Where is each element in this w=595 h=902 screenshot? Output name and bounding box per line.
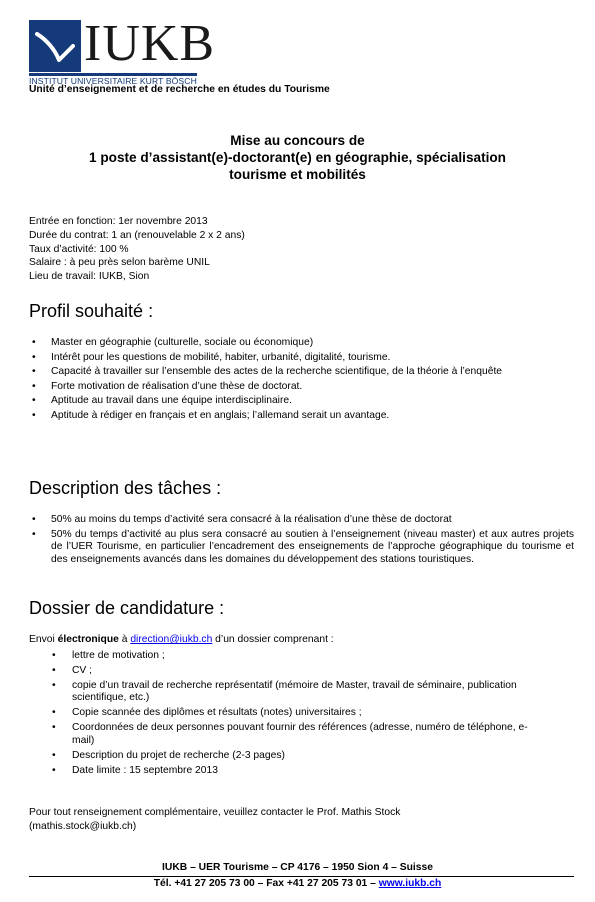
- fact-activity-rate: Taux d’activité: 100 %: [29, 243, 129, 255]
- footer-contact: [0, 877, 595, 891]
- profil-list: [32, 337, 574, 425]
- footer-address: IUKB – UER Tourisme – CP 4176 – 1950 Sion 4 – Suisse: [162, 862, 433, 873]
- section-heading-dossier: Dossier de candidature :: [29, 598, 225, 618]
- envoi-emphasis: électronique: [57, 634, 119, 645]
- unit-name: Unité d’enseignement et de recherche en études du Tourisme: [29, 84, 330, 95]
- contact-email: (mathis.stock@iukb.ch): [29, 821, 137, 832]
- list-item: • Coordonnées de deux personnes pouvant fournir des références (adresse, numéro de téléphone, e-mail): [52, 722, 542, 747]
- fact-salary: Salaire : à peu près selon barème UNIL: [29, 257, 210, 269]
- envoi-prefix: Envoi: [29, 634, 58, 645]
- logo-text: IUKB: [84, 15, 216, 72]
- list-item: • Forte motivation de réalisation d’une thèse de doctorat.: [32, 381, 574, 394]
- envoi-line: [29, 634, 334, 645]
- list-item: • Copie scannée des diplômes et résultats (notes) universitaires ;: [52, 707, 542, 720]
- website-link[interactable]: www.iukb.ch: [378, 878, 442, 889]
- title-line: 1 poste d’assistant(e)-doctorant(e) en géographie, spécialisation: [89, 150, 506, 165]
- list-item: • Master en géographie (culturelle, sociale ou économique): [32, 337, 574, 350]
- application-email-link[interactable]: direction@iukb.ch: [130, 634, 213, 645]
- list-item: • 50% du temps d’activité au plus sera consacré au soutien à l’enseignement (niveau master) et aux autres projets de l’UER Tourisme, en particulier l’encadrement des enseignements de l’approche géographique du tourisme et des enseignements avancés dans les domaines du développement des stations touristiques.: [32, 529, 574, 567]
- envoi-connector: à: [118, 634, 131, 645]
- list-item: • 50% au moins du temps d’activité sera consacré à la réalisation d’une thèse de doctorat: [32, 514, 574, 527]
- contact-info: [29, 806, 400, 834]
- title-line: tourisme et mobilités: [229, 167, 366, 182]
- fact-location: Lieu de travail: IUKB, Sion: [29, 271, 150, 283]
- section-heading-taches: Description des tâches :: [29, 478, 222, 498]
- footer-phone-fax: Tél. +41 27 205 73 00 – Fax +41 27 205 73 01 –: [153, 878, 379, 889]
- document-title: [0, 132, 595, 183]
- list-item: • Intérêt pour les questions de mobilité, habiter, urbanité, digitalité, tourisme.: [32, 352, 574, 365]
- section-heading-profil: Profil souhaité :: [29, 301, 154, 321]
- envoi-suffix: d’un dossier comprenant :: [212, 634, 334, 645]
- job-facts: [29, 215, 245, 284]
- list-item: • CV ;: [52, 665, 542, 678]
- fact-start-date: Entrée en fonction: 1er novembre 2013: [29, 216, 208, 227]
- iukb-logo: [29, 15, 216, 86]
- title-line: Mise au concours de: [230, 133, 365, 148]
- list-item: • lettre de motivation ;: [52, 650, 542, 663]
- list-item: • Aptitude au travail dans une équipe interdisciplinaire.: [32, 395, 574, 408]
- logo-emblem-icon: [29, 20, 81, 72]
- list-item: • copie d’un travail de recherche représentatif (mémoire de Master, travail de séminaire, publication scientifique, etc.): [52, 680, 542, 705]
- list-item: • Capacité à travailler sur l’ensemble des actes de la recherche scientifique, de la théorie à l’enquête: [32, 366, 574, 379]
- taches-list: [32, 514, 574, 568]
- contact-line: Pour tout renseignement complémentaire, veuillez contacter le Prof. Mathis Stock: [29, 807, 401, 818]
- list-item: • Date limite : 15 septembre 2013: [52, 765, 542, 778]
- list-item: • Description du projet de recherche (2-3 pages): [52, 750, 542, 763]
- list-item: • Aptitude à rédiger en français et en anglais; l’allemand serait un avantage.: [32, 410, 574, 423]
- logo-subtitle: INSTITUT UNIVERSITAIRE KURT BÖSCH: [29, 76, 197, 86]
- fact-contract-duration: Durée du contrat: 1 an (renouvelable 2 x 2 ans): [29, 229, 245, 241]
- dossier-list: [52, 650, 542, 779]
